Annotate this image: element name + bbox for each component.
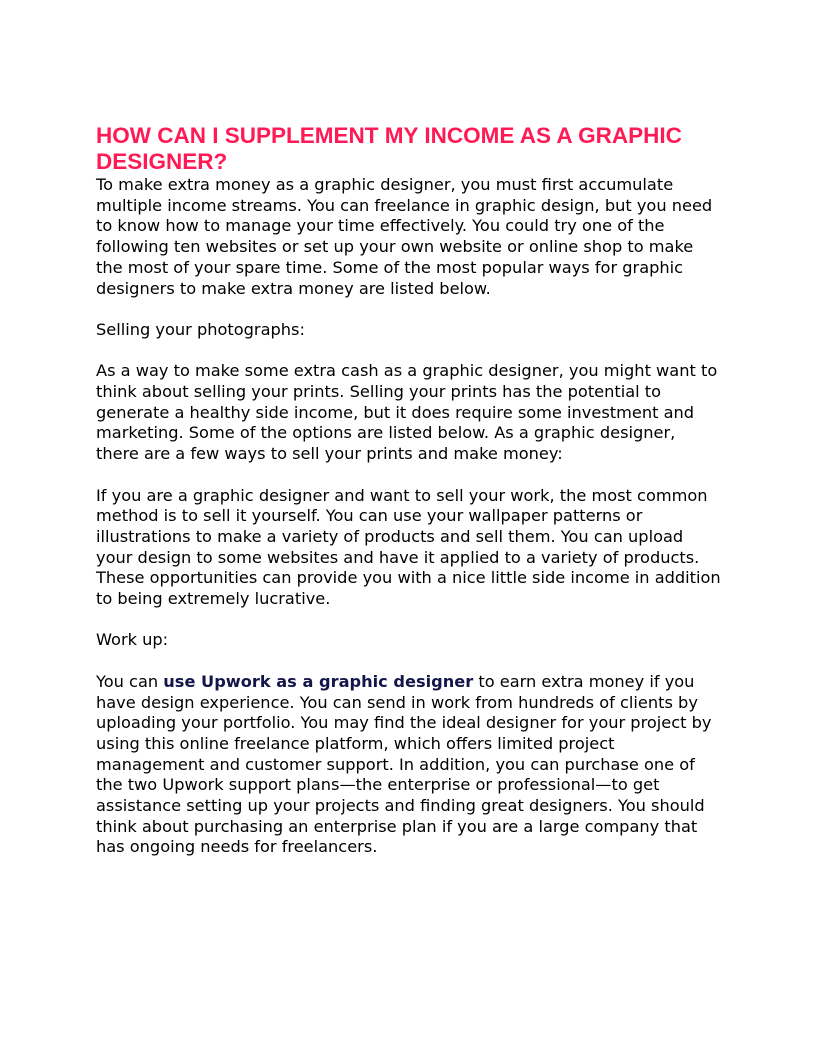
upwork-paragraph-lead: You can [96,671,164,691]
document-page [96,123,722,858]
selling-prints-paragraph: As a way to make some extra cash as a graphic designer, you might want to think about selling your prints. Selling your prints has the potential to generate a healthy side income, but it does require some investment and marketing. Some of the options are listed below. As a graphic designer, there are a few ways to sell your prints and make money: [96,361,718,464]
upwork-paragraph [96,672,722,858]
sell-yourself-paragraph: If you are a graphic designer and want to sell your work, the most common method is to sell it yourself. You can use your wallpaper patterns or illustrations to make a variety of products and sell them. You can upload your design to some websites and have it applied to a variety of products. These opportunities can provide you with a nice little side income in addition to being extremely lucrative. [96,485,721,609]
section-heading-selling-photographs: Selling your photographs: [96,319,305,339]
upwork-paragraph-rest: to earn extra money if you have design experience. You can send in work from hundreds of clients by uploading your portfolio. You may find the ideal designer for your project by using this online freelance platform, which offers limited project management and customer support. In addition, you can purchase one of the two Upwork support plans—the enterprise or professional—to get assistance setting up your projects and finding great designers. You should think about purchasing an enterprise plan if you are a large company that has ongoing needs for freelancers. [96,671,712,857]
section-heading-work-up: Work up: [96,630,169,650]
page-title: HOW CAN I SUPPLEMENT MY INCOME AS A GRAPHIC DESIGNER? [96,123,682,174]
upwork-graphic-designer-link[interactable]: use Upwork as a graphic designer [163,671,474,691]
intro-paragraph: To make extra money as a graphic designer, you must first accumulate multiple income streams. You can freelance in graphic design, but you need to know how to manage your time effectively. You could try one of the following ten websites or set up your own website or online shop to make the most of your spare time. Some of the most popular ways for graphic designers to make extra money are listed below. [96,175,713,298]
